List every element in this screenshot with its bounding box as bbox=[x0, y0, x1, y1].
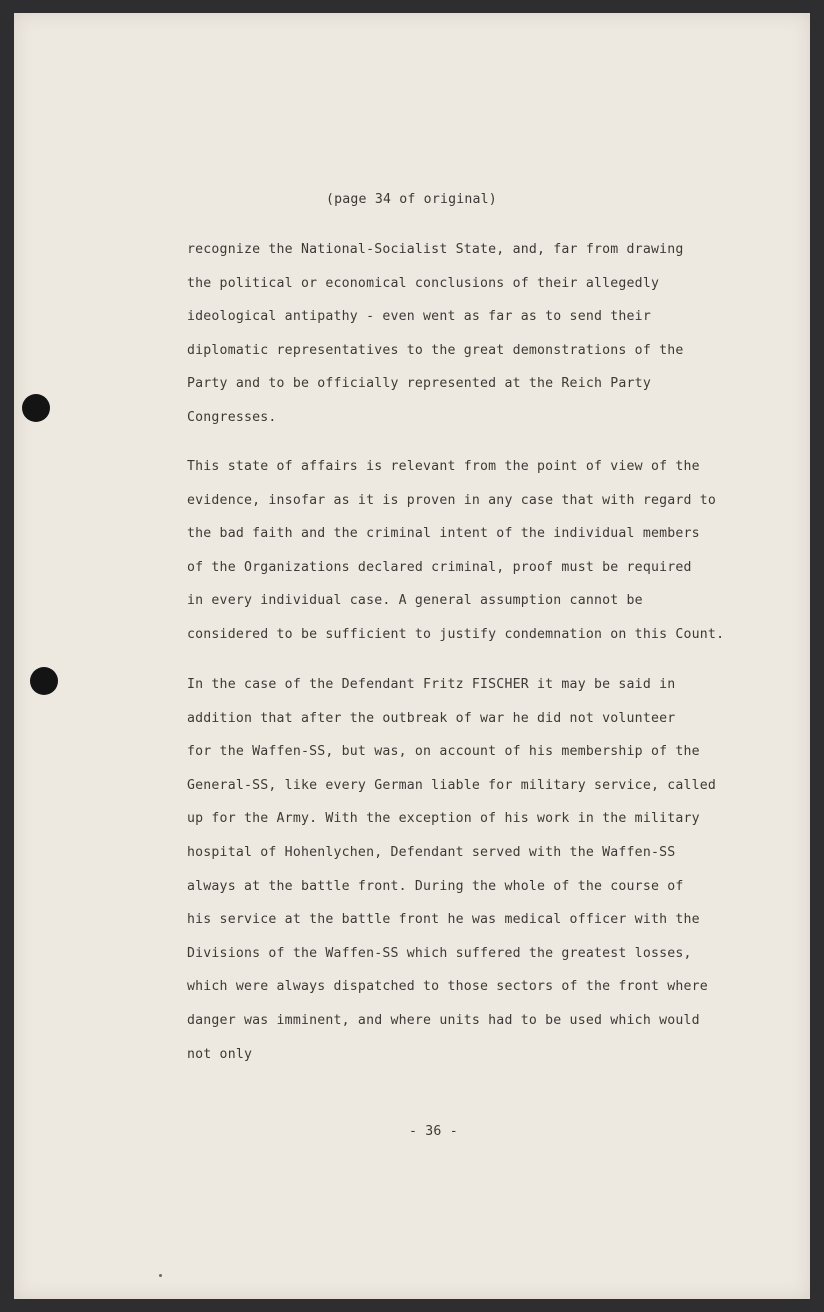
text-line: Party and to be officially represented at the Reich Party bbox=[187, 376, 651, 392]
text-line: recognize the National-Socialist State, and, far from drawing bbox=[187, 242, 684, 257]
text-line: In the case of the Defendant Fritz FISCHER it may be said in bbox=[187, 677, 676, 692]
punch-hole-top bbox=[22, 394, 50, 422]
paragraph-1 bbox=[187, 233, 684, 435]
page-number: - 36 - bbox=[409, 1124, 458, 1139]
text-line: always at the battle front. During the whole of the course of bbox=[187, 878, 684, 894]
text-line: his service at the battle front he was medical officer with the bbox=[187, 912, 700, 928]
text-line: in every individual case. A general assumption cannot be bbox=[187, 593, 643, 609]
text-line: not only bbox=[187, 1046, 253, 1062]
original-page-reference: (page 34 of original) bbox=[326, 192, 497, 207]
punch-hole-bottom bbox=[30, 667, 58, 695]
text-line: hospital of Hohenlychen, Defendant served with the Waffen-SS bbox=[187, 844, 676, 860]
text-line: considered to be sufficient to justify condemnation on this Count. bbox=[187, 626, 725, 642]
text-line: evidence, insofar as it is proven in any case that with regard to bbox=[187, 492, 717, 508]
paragraph-2 bbox=[187, 450, 724, 652]
paper-speck bbox=[159, 1274, 162, 1277]
text-line: General-SS, like every German liable for military service, called bbox=[187, 777, 717, 793]
text-line: for the Waffen-SS, but was, on account of his membership of the bbox=[187, 744, 700, 760]
text-line: of the Organizations declared criminal, proof must be required bbox=[187, 559, 692, 575]
text-line: up for the Army. With the exception of his work in the military bbox=[187, 811, 700, 827]
text-line: ideological antipathy - even went as far as to send their bbox=[187, 309, 651, 325]
text-line: the bad faith and the criminal intent of the individual members bbox=[187, 526, 700, 542]
text-line: diplomatic representatives to the great demonstrations of the bbox=[187, 342, 684, 358]
text-line: addition that after the outbreak of war he did not volunteer bbox=[187, 710, 676, 726]
text-line: Divisions of the Waffen-SS which suffered the greatest losses, bbox=[187, 945, 692, 961]
text-line: Congresses. bbox=[187, 409, 277, 425]
text-line: danger was imminent, and where units had to be used which would bbox=[187, 1012, 700, 1028]
text-line: the political or economical conclusions of their allegedly bbox=[187, 275, 660, 291]
text-line: This state of affairs is relevant from the point of view of the bbox=[187, 459, 700, 474]
paragraph-3 bbox=[187, 668, 716, 1071]
text-line: which were always dispatched to those sectors of the front where bbox=[187, 979, 708, 995]
